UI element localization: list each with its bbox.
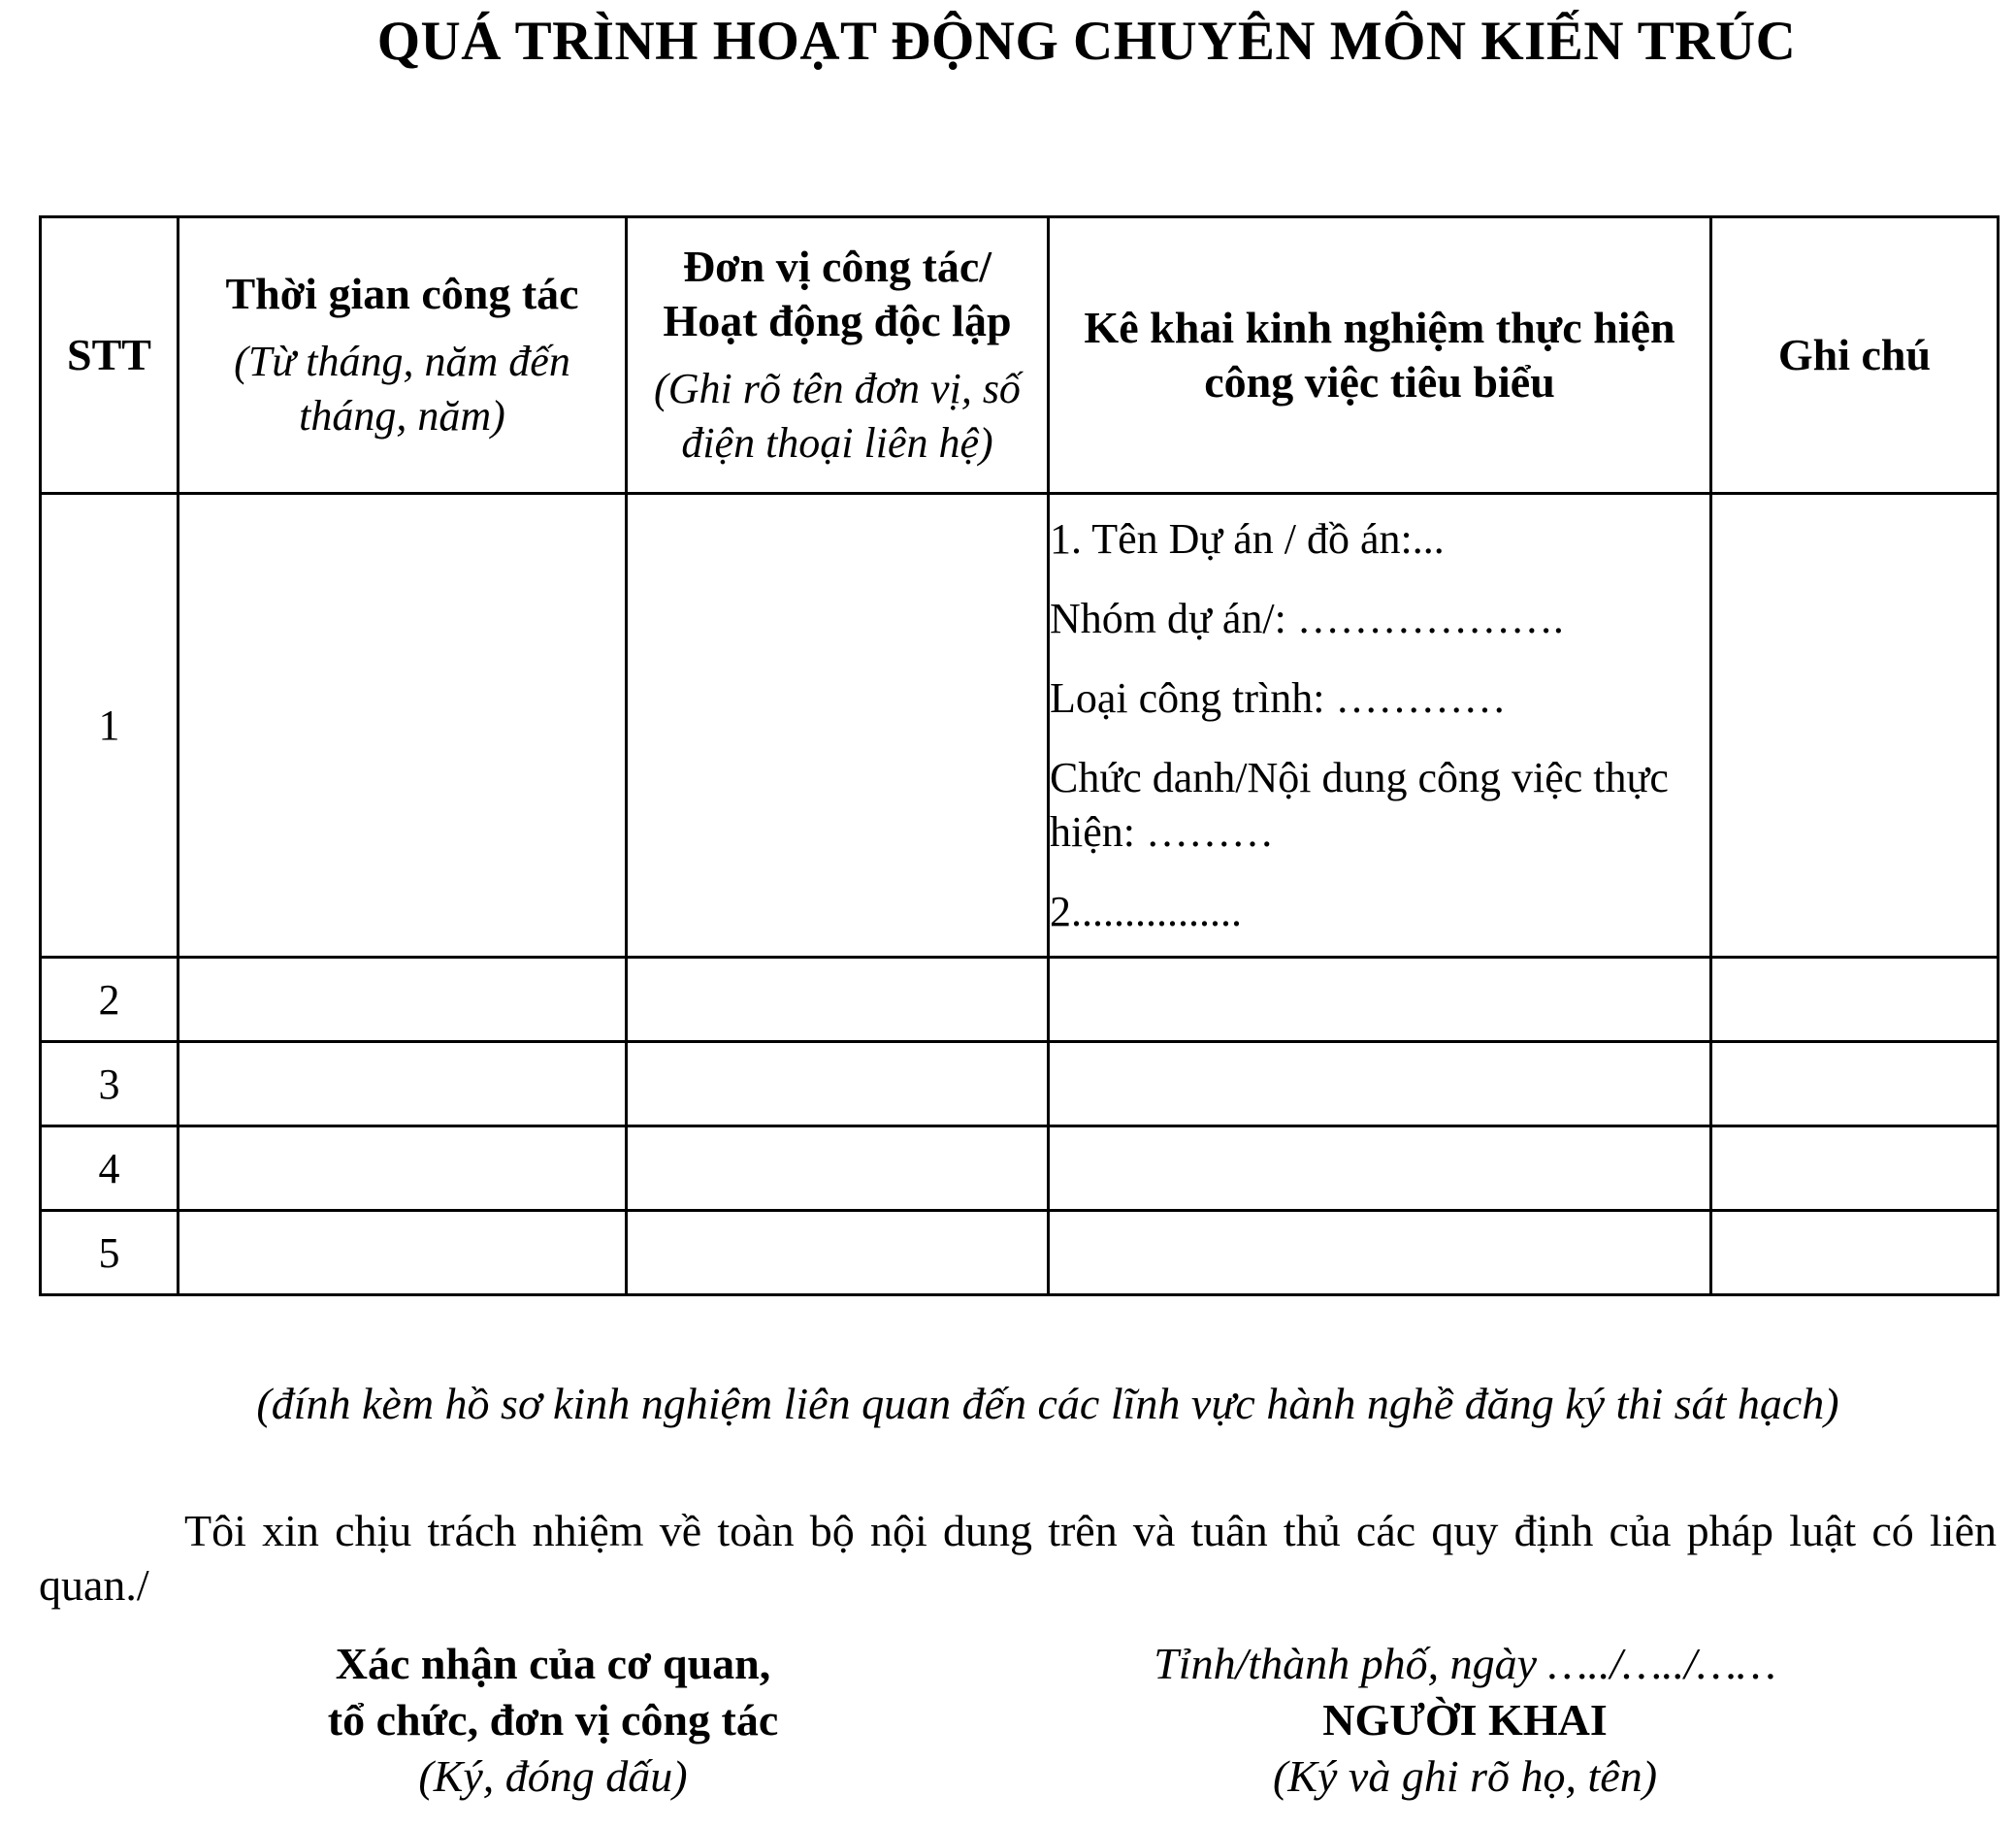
header-time [179,217,627,494]
row-time-cell[interactable] [179,1042,627,1126]
row-experience-cell[interactable] [1049,494,1711,958]
row-notes-cell[interactable] [1711,1126,1999,1211]
header-time-sub: (Từ tháng, năm đến tháng, năm) [234,338,570,440]
row-unit-cell[interactable] [627,1126,1049,1211]
table-row [41,1042,1999,1126]
organization-confirmation-block [262,1636,844,1805]
row-experience-cell[interactable] [1049,1042,1711,1126]
header-unit [627,217,1049,494]
row-notes-cell[interactable] [1711,1042,1999,1126]
experience-line: 2................ [1050,887,1242,935]
row-notes-cell[interactable] [1711,494,1999,958]
commitment-statement: Tôi xin chịu trách nhiệm về toàn bộ nội dung trên và tuân thủ các quy định của pháp luật có liên quan./ [39,1506,1997,1610]
row-stt: 5 [41,1211,179,1295]
row-notes-cell[interactable] [1711,958,1999,1042]
declarant-title: NGƯỜI KHAI [1322,1695,1608,1745]
table-row [41,958,1999,1042]
header-time-label: Thời gian công tác [225,269,579,318]
experience-line: Loại công trình: ………… [1050,673,1507,722]
row-stt: 2 [41,958,179,1042]
row-unit-cell[interactable] [627,958,1049,1042]
confirmation-line-2: tổ chức, đơn vị công tác [327,1695,779,1745]
row-experience-cell[interactable] [1049,1211,1711,1295]
row-time-cell[interactable] [179,494,627,958]
row-stt: 1 [41,494,179,958]
table-row [41,494,1999,958]
declarant-signature-block [1077,1636,1853,1805]
row-experience-cell[interactable] [1049,1126,1711,1211]
header-unit-sub: (Ghi rõ tên đơn vị, số điện thoại liên hệ) [654,365,1021,467]
document-title: QUÁ TRÌNH HOẠT ĐỘNG CHUYÊN MÔN KIẾN TRÚC [376,11,1797,72]
header-experience: Kê khai kinh nghiệm thực hiện công việc tiêu biểu [1049,217,1711,494]
row-unit-cell[interactable] [627,1211,1049,1295]
place-date-line: Tỉnh/thành phố, ngày …../…../…… [1154,1639,1776,1688]
table-row [41,1126,1999,1211]
row-time-cell[interactable] [179,1126,627,1211]
declarant-instruction: (Ký và ghi rõ họ, tên) [1272,1751,1658,1801]
table-row [41,1211,1999,1295]
confirmation-line-1: Xác nhận của cơ quan, [335,1639,771,1688]
experience-line: 1. Tên Dự án / đồ án:... [1050,514,1445,563]
row-time-cell[interactable] [179,958,627,1042]
table-header-row [41,217,1999,494]
attachment-note: (đính kèm hồ sơ kinh nghiệm liên quan đến các lĩnh vực hành nghề đăng ký thi sát hạch) [256,1379,1839,1428]
row-unit-cell[interactable] [627,1042,1049,1126]
row-unit-cell[interactable] [627,494,1049,958]
header-unit-label: Đơn vị công tác/ Hoạt động độc lập [663,242,1012,345]
experience-line: Chức danh/Nội dung công việc thực hiện: ……… [1050,753,1669,856]
experience-table [39,215,2000,1296]
row-stt: 3 [41,1042,179,1126]
header-stt: STT [41,217,179,494]
row-notes-cell[interactable] [1711,1211,1999,1295]
confirmation-instruction: (Ký, đóng dấu) [418,1751,688,1801]
row-experience-cell[interactable] [1049,958,1711,1042]
row-time-cell[interactable] [179,1211,627,1295]
header-notes: Ghi chú [1711,217,1999,494]
experience-line: Nhóm dự án/: ………………. [1050,594,1564,642]
row-stt: 4 [41,1126,179,1211]
